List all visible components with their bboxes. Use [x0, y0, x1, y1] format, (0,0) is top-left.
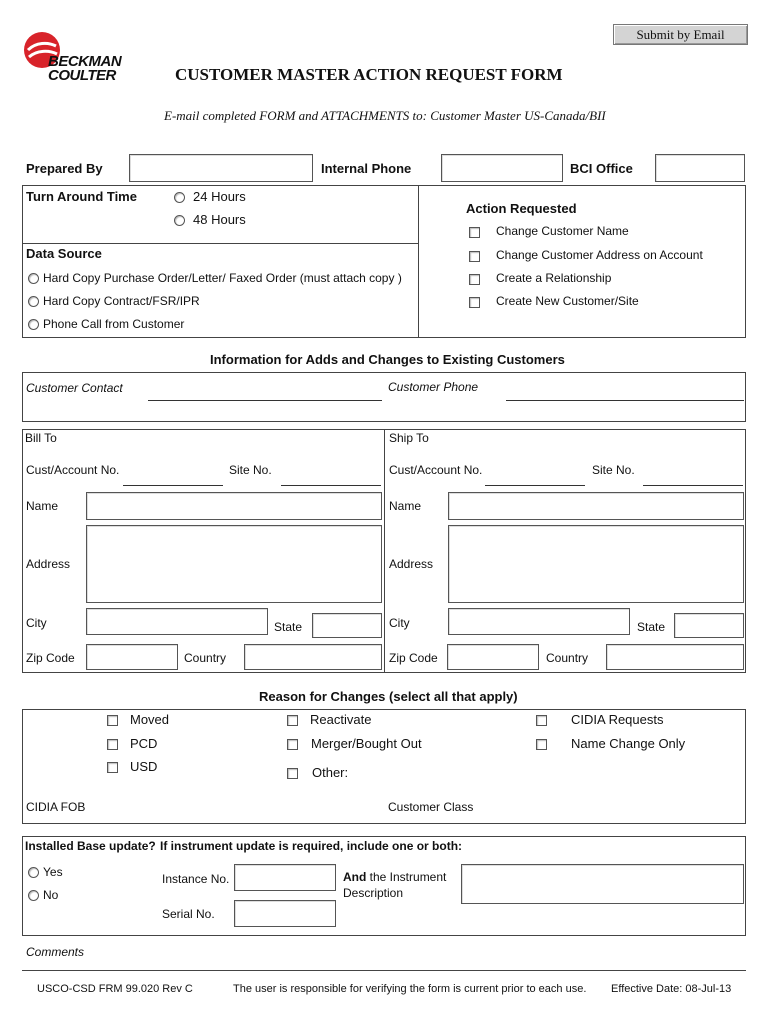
check-moved[interactable] [107, 715, 118, 726]
bill-city-field[interactable] [86, 608, 268, 635]
customer-contact-line[interactable] [148, 400, 382, 401]
radio-48-hours[interactable] [174, 215, 185, 226]
check-create-customer-site[interactable] [469, 297, 480, 308]
ship-state-label: State [637, 620, 666, 634]
ship-state-field[interactable] [674, 613, 744, 638]
radio-hard-copy-po[interactable] [28, 273, 39, 284]
label-48-hours: 48 Hours [193, 212, 246, 227]
description-label: Description [343, 886, 404, 900]
radio-installed-yes[interactable] [28, 867, 39, 878]
bill-country-field[interactable] [244, 644, 382, 670]
label-phone-call: Phone Call from Customer [43, 317, 185, 331]
label-other: Other: [312, 765, 349, 780]
label-merger: Merger/Bought Out [311, 736, 422, 751]
ship-site-line[interactable] [643, 485, 743, 486]
form-title: CUSTOMER MASTER ACTION REQUEST FORM [175, 65, 563, 84]
bill-zip-field[interactable] [86, 644, 178, 670]
reasons-heading: Reason for Changes (select all that apply) [259, 689, 518, 704]
action-requested-label: Action Requested [466, 201, 577, 216]
bill-site-label: Site No. [229, 463, 272, 477]
submit-by-email-button[interactable]: Submit by Email [613, 24, 748, 45]
bill-name-field[interactable] [86, 492, 382, 520]
ship-address-field[interactable] [448, 525, 744, 603]
label-installed-yes: Yes [43, 865, 63, 879]
customer-contact-label: Customer Contact [26, 381, 123, 395]
datasource-label: Data Source [26, 246, 102, 261]
turnaround-label: Turn Around Time [26, 189, 137, 204]
label-24-hours: 24 Hours [193, 189, 246, 204]
ship-name-field[interactable] [448, 492, 744, 520]
ship-zip-label: Zip Code [389, 651, 438, 665]
check-change-customer-name[interactable] [469, 227, 480, 238]
ship-address-label: Address [389, 557, 434, 571]
beckman-coulter-logo [22, 30, 162, 86]
label-hard-copy-contract: Hard Copy Contract/FSR/IPR [43, 294, 200, 308]
form-subtitle: E-mail completed FORM and ATTACHMENTS to: Customer Master US-Canada/BII [164, 108, 606, 123]
label-usd: USD [130, 759, 158, 774]
check-other[interactable] [287, 768, 298, 779]
bill-zip-label: Zip Code [26, 651, 75, 665]
ship-site-label: Site No. [592, 463, 635, 477]
check-reactivate[interactable] [287, 715, 298, 726]
customer-phone-line[interactable] [506, 400, 744, 401]
check-name-change[interactable] [536, 739, 547, 750]
customer-phone-label: Customer Phone [388, 380, 479, 394]
check-pcd[interactable] [107, 739, 118, 750]
instrument-description-label [343, 870, 446, 884]
address-divider [384, 429, 385, 673]
radio-hard-copy-contract[interactable] [28, 296, 39, 307]
ship-zip-field[interactable] [447, 644, 539, 670]
bill-state-label: State [274, 620, 303, 634]
label-hard-copy-po: Hard Copy Purchase Order/Letter/ Faxed Order (must attach copy ) [43, 271, 402, 285]
label-moved: Moved [130, 712, 170, 727]
instrument-text: the Instrument [366, 870, 447, 884]
check-cidia-requests[interactable] [536, 715, 547, 726]
comments-line [22, 970, 746, 971]
footer-notice: The user is responsible for verifying the form is current prior to each use. [233, 983, 587, 995]
bill-address-label: Address [26, 557, 71, 571]
bci-office-field[interactable] [655, 154, 745, 182]
label-change-customer-name: Change Customer Name [496, 224, 629, 238]
footer-form-id: USCO-CSD FRM 99.020 Rev C [37, 983, 193, 995]
serial-label: Serial No. [162, 907, 215, 921]
ship-city-field[interactable] [448, 608, 630, 635]
contact-box [22, 372, 746, 422]
prepared-by-label: Prepared By [26, 161, 103, 176]
and-text: And [343, 870, 367, 884]
prepared-by-field[interactable] [129, 154, 313, 182]
logo-text-line1: BECKMAN [48, 53, 122, 70]
instrument-description-field[interactable] [461, 864, 744, 904]
ship-country-field[interactable] [606, 644, 744, 670]
cidia-fob-label: CIDIA FOB [26, 800, 86, 814]
ship-name-label: Name [389, 499, 422, 513]
ship-country-label: Country [546, 651, 589, 665]
check-create-relationship[interactable] [469, 274, 480, 285]
installed-instruction: If instrument update is required, include one or both: [160, 839, 463, 853]
label-create-customer-site: Create New Customer/Site [496, 294, 639, 308]
serial-field[interactable] [234, 900, 336, 927]
ship-city-label: City [389, 616, 410, 630]
request-divider [418, 185, 419, 338]
bill-state-field[interactable] [312, 613, 382, 638]
ship-to-title: Ship To [389, 431, 429, 445]
bill-account-label: Cust/Account No. [26, 463, 120, 477]
internal-phone-label: Internal Phone [321, 161, 412, 176]
ship-account-label: Cust/Account No. [389, 463, 483, 477]
installed-heading: Installed Base update? [25, 839, 156, 853]
internal-phone-field[interactable] [441, 154, 563, 182]
label-change-address: Change Customer Address on Account [496, 248, 703, 262]
bill-account-line[interactable] [123, 485, 223, 486]
label-cidia-requests: CIDIA Requests [571, 712, 664, 727]
customer-class-label: Customer Class [388, 800, 474, 814]
logo-text-line2: COULTER [48, 67, 116, 84]
bill-city-label: City [26, 616, 47, 630]
bill-site-line[interactable] [281, 485, 381, 486]
comments-label: Comments [26, 945, 85, 959]
check-merger[interactable] [287, 739, 298, 750]
check-usd[interactable] [107, 762, 118, 773]
footer-effective-date: Effective Date: 08-Jul-13 [611, 983, 732, 995]
bci-office-label: BCI Office [570, 161, 633, 176]
bill-country-label: Country [184, 651, 227, 665]
radio-installed-no[interactable] [28, 890, 39, 901]
info-heading: Information for Adds and Changes to Existing Customers [210, 352, 565, 367]
radio-24-hours[interactable] [174, 192, 185, 203]
label-reactivate: Reactivate [310, 712, 372, 727]
label-pcd: PCD [130, 736, 158, 751]
ship-account-line[interactable] [485, 485, 585, 486]
label-create-relationship: Create a Relationship [496, 271, 612, 285]
label-installed-no: No [43, 888, 59, 902]
bill-name-label: Name [26, 499, 59, 513]
label-name-change: Name Change Only [571, 736, 686, 751]
instance-label: Instance No. [162, 872, 230, 886]
bill-to-title: Bill To [25, 431, 57, 445]
radio-phone-call[interactable] [28, 319, 39, 330]
datasource-divider [22, 243, 418, 244]
instance-field[interactable] [234, 864, 336, 891]
check-change-address[interactable] [469, 251, 480, 262]
bill-address-field[interactable] [86, 525, 382, 603]
